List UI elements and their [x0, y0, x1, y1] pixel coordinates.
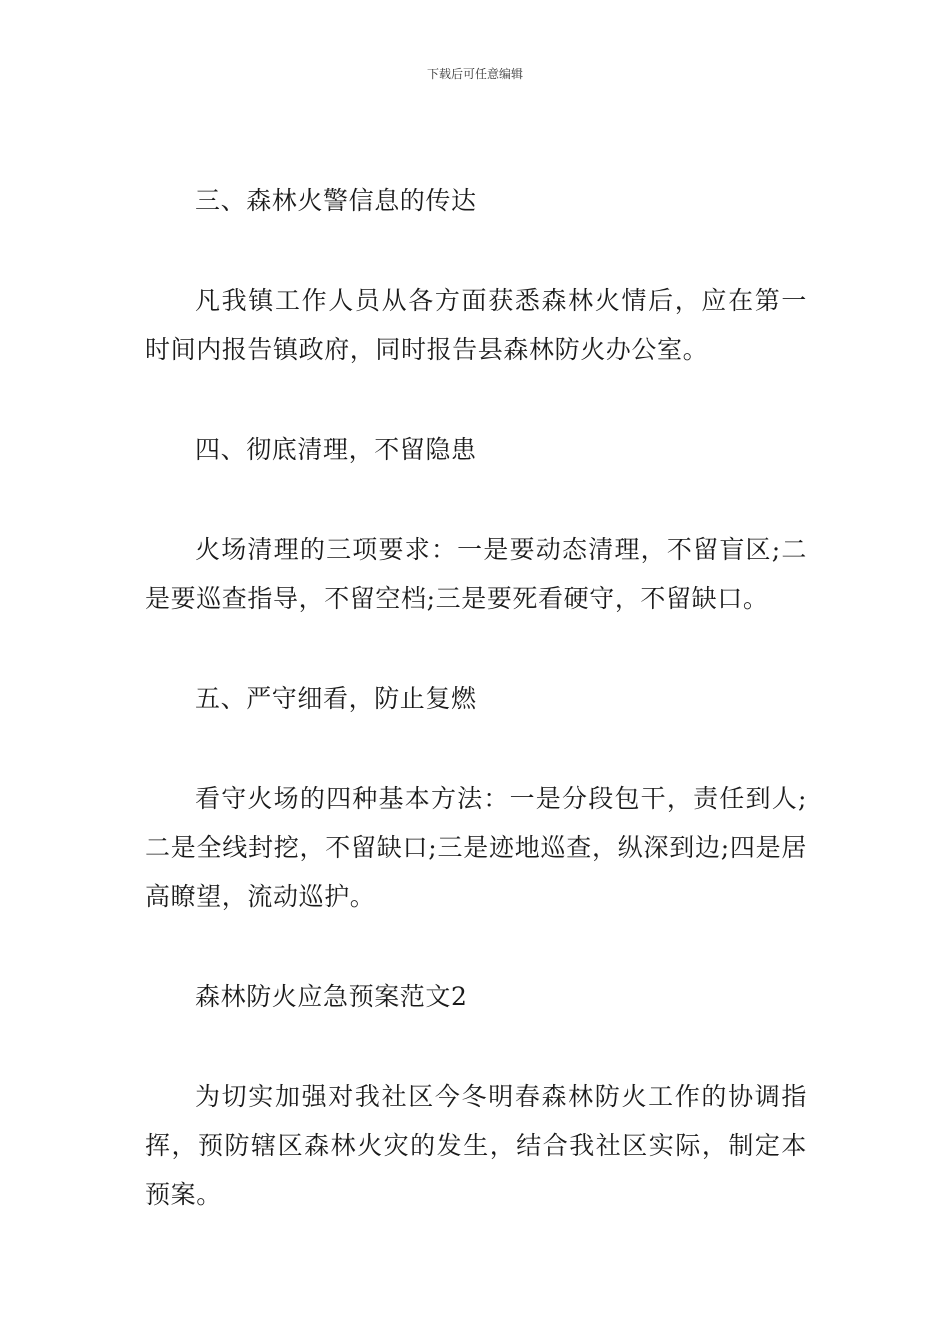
document-body	[145, 176, 807, 1219]
page-header: 下载后可任意编辑	[426, 67, 523, 81]
paragraph-fire-cleanup-requirements: 火场清理的三项要求：一是要动态清理，不留盲区;二是要巡查指导，不留空档;三是要死看硬守，不留缺口。	[145, 535, 807, 613]
paragraph-fire-guarding-methods: 看守火场的四种基本方法：一是分段包干，责任到人;二是全线封挖，不留缺口;三是迹地巡查，纵深到边;四是居高瞭望，流动巡护。	[145, 784, 807, 911]
paragraph-fire-alarm-reporting: 凡我镇工作人员从各方面获悉森林火情后，应在第一时间内报告镇政府，同时报告县森林防火办公室。	[145, 286, 807, 364]
section-heading-4: 四、彻底清理，不留隐患	[195, 435, 477, 464]
section-heading-3: 三、森林火警信息的传达	[195, 186, 477, 215]
document-title-sample-2: 森林防火应急预案范文2	[195, 982, 468, 1011]
section-heading-5: 五、严守细看，防止复燃	[195, 684, 477, 713]
paragraph-plan-purpose: 为切实加强对我社区今冬明春森林防火工作的协调指挥，预防辖区森林火灾的发生，结合我社区实际，制定本预案。	[145, 1082, 807, 1209]
